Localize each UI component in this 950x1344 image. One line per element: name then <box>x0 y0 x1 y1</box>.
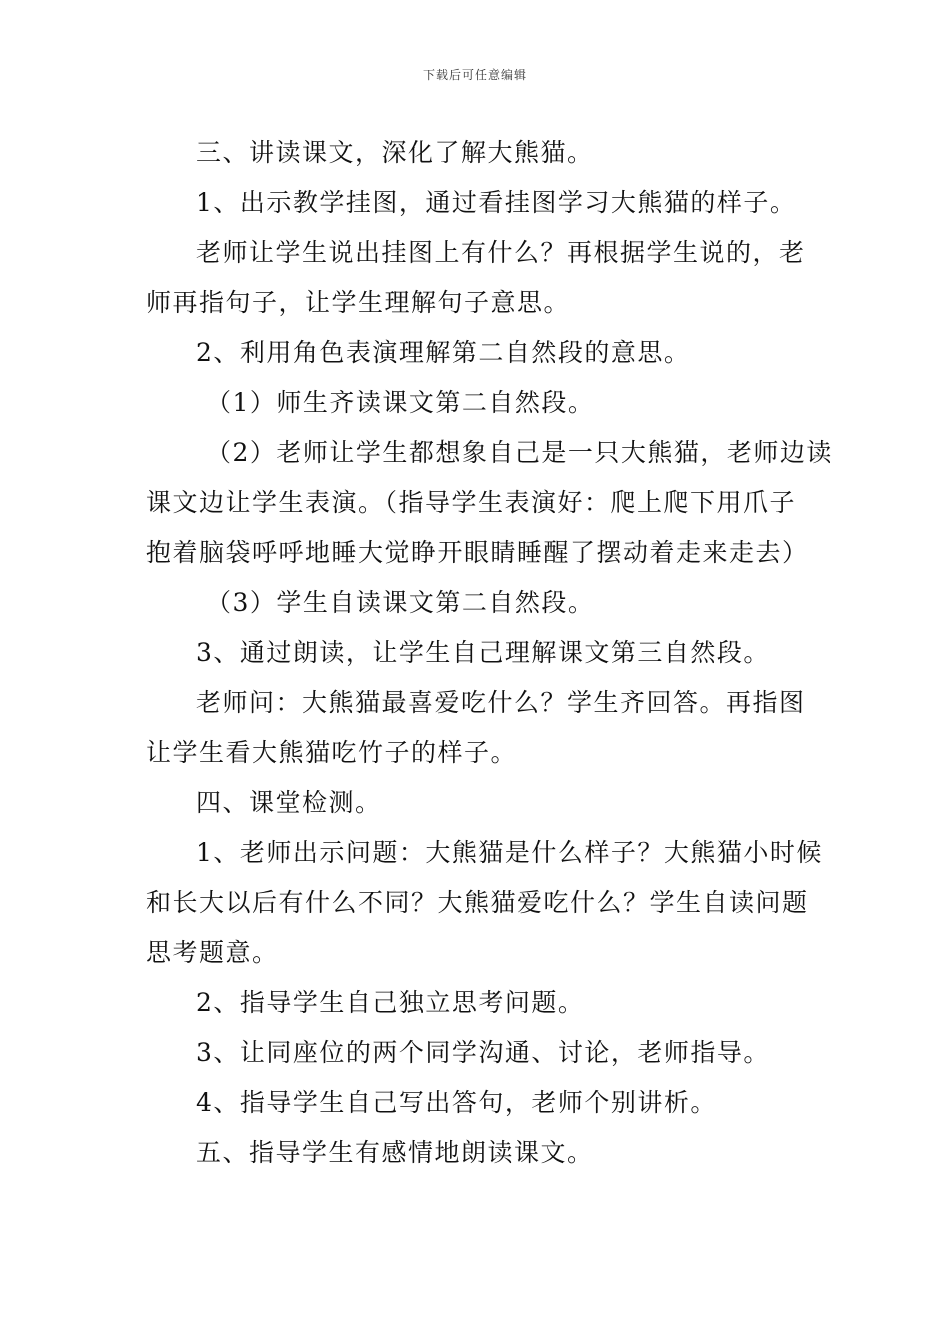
paragraph-line: 抱着脑袋呼呼地睡大觉睁开眼睛睡醒了摆动着走来走去） <box>146 538 809 567</box>
paragraph-line: 4、指导学生自己写出答句，老师个别讲析。 <box>196 1088 717 1117</box>
paragraph-line: 2、指导学生自己独立思考问题。 <box>196 988 585 1017</box>
paragraph-line: 2、利用角色表演理解第二自然段的意思。 <box>196 338 691 367</box>
paragraph-line: 3、通过朗读，让学生自己理解课文第三自然段。 <box>196 638 770 667</box>
paragraph-line: 1、出示教学挂图，通过看挂图学习大熊猫的样子。 <box>196 188 797 217</box>
paragraph-line: 3、让同座位的两个同学沟通、讨论，老师指导。 <box>196 1038 770 1067</box>
paragraph-line: （2）老师让学生都想象自己是一只大熊猫，老师边读 <box>206 438 833 467</box>
section-heading-3: 三、讲读课文，深化了解大熊猫。 <box>196 138 594 167</box>
page-header: 下载后可任意编辑 <box>422 68 527 82</box>
paragraph-line: 老师问：大熊猫最喜爱吃什么？学生齐回答。再指图 <box>196 688 806 717</box>
section-heading-5: 五、指导学生有感情地朗读课文。 <box>196 1138 594 1167</box>
paragraph-line: （3）学生自读课文第二自然段。 <box>206 588 595 617</box>
paragraph-line: 师再指句子，让学生理解句子意思。 <box>146 288 571 317</box>
document-body <box>146 128 833 1178</box>
paragraph-line: 和长大以后有什么不同？大熊猫爱吃什么？学生自读问题 <box>146 888 809 917</box>
paragraph-line: 让学生看大熊猫吃竹子的样子。 <box>146 738 518 767</box>
paragraph-line: 课文边让学生表演。（指导学生表演好：爬上爬下用爪子 <box>146 488 797 517</box>
paragraph-line: （1）师生齐读课文第二自然段。 <box>206 388 595 417</box>
paragraph-line: 思考题意。 <box>146 938 279 967</box>
paragraph-line: 1、老师出示问题：大熊猫是什么样子？大熊猫小时候 <box>196 838 823 867</box>
section-heading-4: 四、课堂检测。 <box>196 788 382 817</box>
paragraph-line: 老师让学生说出挂图上有什么？再根据学生说的，老 <box>196 238 806 267</box>
